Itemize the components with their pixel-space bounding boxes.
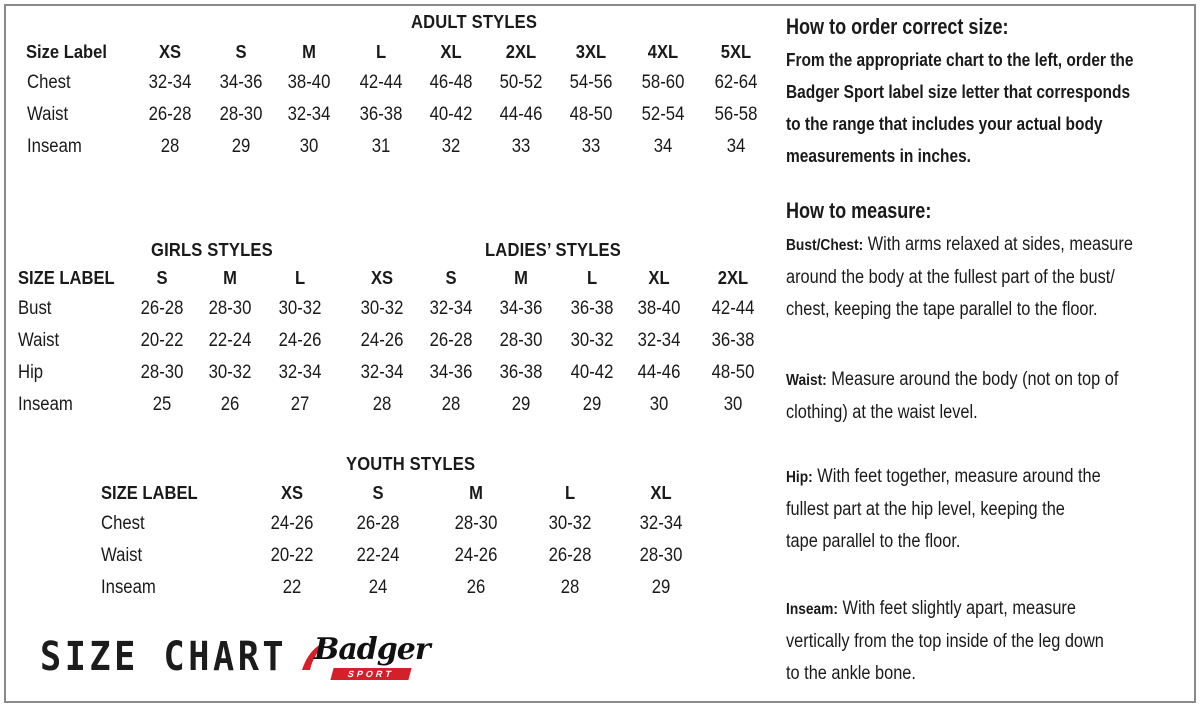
ladies-cell: 28-30	[499, 330, 543, 351]
girls-cell: 28-30	[140, 362, 184, 383]
ladies-cell: 42-44	[711, 298, 755, 319]
ladies-cell: 29	[511, 394, 531, 415]
hip-instructions	[786, 461, 1186, 558]
bust-text: With arms relaxed at sides, measure	[863, 234, 1133, 255]
ladies-cell: 30-32	[570, 330, 614, 351]
adult-size-header: M	[302, 42, 316, 62]
ladies-cell: 36-38	[499, 362, 543, 383]
adult-cell: 44-46	[499, 104, 543, 125]
adult-size-header: 2XL	[505, 42, 537, 62]
waist-line: clothing) at the waist level.	[786, 402, 978, 423]
adult-size-header: 5XL	[720, 42, 752, 62]
waist-text: Measure around the body (not on top of	[826, 369, 1119, 390]
badger-sport-tag: SPORT	[330, 668, 411, 680]
inseam-line: to the ankle bone.	[786, 663, 916, 684]
adult-cell: 31	[371, 136, 391, 157]
adult-cell: 33	[581, 136, 601, 157]
girls-cell: 26	[220, 394, 240, 415]
girls-row-label: Hip	[18, 362, 44, 383]
adult-size-header: XS	[158, 42, 182, 62]
ladies-cell: 36-38	[570, 298, 614, 319]
adult-cell: 48-50	[569, 104, 613, 125]
ladies-size-header: S	[445, 268, 457, 288]
adult-cell: 40-42	[429, 104, 473, 125]
adult-cell: 36-38	[359, 104, 403, 125]
adult-cell: 33	[511, 136, 531, 157]
ladies-cell: 28	[441, 394, 461, 415]
adult-size-header: S	[235, 42, 247, 62]
hip-line: fullest part at the hip level, keeping the	[786, 499, 1065, 520]
bust-line: around the body at the fullest part of the bust/	[786, 267, 1115, 288]
youth-cell: 20-22	[270, 545, 314, 566]
order-heading: How to order correct size:	[786, 14, 1009, 39]
ladies-size-header: M	[514, 268, 528, 288]
ladies-cell: 34-36	[499, 298, 543, 319]
hip-line	[786, 461, 1130, 494]
ladies-cell: 28	[372, 394, 392, 415]
adult-row-label: Inseam	[27, 136, 82, 157]
youth-row-label: Waist	[101, 545, 143, 566]
hip-term: Hip:	[786, 469, 813, 486]
ladies-cell: 36-38	[711, 330, 755, 351]
bust-line: chest, keeping the tape parallel to the floor.	[786, 299, 1098, 320]
youth-row-label: Chest	[101, 513, 145, 534]
girls-row-label: Bust	[18, 298, 52, 319]
order-instructions	[786, 44, 1190, 172]
youth-cell: 28	[560, 577, 580, 598]
ladies-cell: 38-40	[637, 298, 681, 319]
adult-cell: 42-44	[359, 72, 403, 93]
youth-size-header: M	[469, 483, 483, 503]
ladies-cell: 32-34	[429, 298, 473, 319]
youth-size-header: S	[372, 483, 384, 503]
badger-sport-logo	[298, 632, 430, 682]
youth-cell: 32-34	[639, 513, 683, 534]
inseam-line	[786, 593, 1130, 626]
girls-size-header: M	[223, 268, 237, 288]
youth-size-header: XS	[280, 483, 304, 503]
adult-size-label-header: Size Label	[26, 42, 107, 62]
ladies-styles-title: LADIES’ STYLES	[485, 240, 622, 260]
adult-cell: 29	[231, 136, 251, 157]
girls-cell: 28-30	[208, 298, 252, 319]
size-chart-title: SIZE CHART	[40, 634, 288, 680]
ladies-size-header: 2XL	[717, 268, 749, 288]
ladies-cell: 48-50	[711, 362, 755, 383]
hip-line: tape parallel to the floor.	[786, 531, 961, 552]
adult-cell: 38-40	[287, 72, 331, 93]
inseam-line: vertically from the top inside of the leg down	[786, 631, 1104, 652]
youth-cell: 22-24	[356, 545, 400, 566]
ladies-cell: 40-42	[570, 362, 614, 383]
ladies-cell: 44-46	[637, 362, 681, 383]
youth-size-header: XL	[650, 483, 672, 503]
adult-cell: 50-52	[499, 72, 543, 93]
ladies-size-header: XS	[370, 268, 394, 288]
adult-cell: 32	[441, 136, 461, 157]
girls-cell: 24-26	[278, 330, 322, 351]
adult-cell: 28-30	[219, 104, 263, 125]
waist-line	[786, 364, 1130, 397]
measure-heading: How to measure:	[786, 198, 932, 223]
waist-instructions	[786, 364, 1186, 429]
girls-cell: 26-28	[140, 298, 184, 319]
adult-cell: 34-36	[219, 72, 263, 93]
adult-cell: 34	[653, 136, 673, 157]
inseam-text: With feet slightly apart, measure	[838, 598, 1076, 619]
adult-cell: 46-48	[429, 72, 473, 93]
inseam-term: Inseam:	[786, 601, 839, 618]
ladies-cell: 30	[723, 394, 743, 415]
youth-cell: 26-28	[356, 513, 400, 534]
girls-styles-title: GIRLS STYLES	[151, 240, 273, 260]
ladies-size-header: L	[586, 268, 598, 288]
adult-cell: 32-34	[148, 72, 192, 93]
adult-cell: 62-64	[714, 72, 758, 93]
girls-cell: 27	[290, 394, 310, 415]
order-line: From the appropriate chart to the left, order the	[786, 50, 1134, 70]
youth-cell: 28-30	[639, 545, 683, 566]
girls-size-header: L	[294, 268, 306, 288]
youth-cell: 28-30	[454, 513, 498, 534]
girls-cell: 22-24	[208, 330, 252, 351]
youth-size-header: L	[564, 483, 576, 503]
girls-size-label-header: SIZE LABEL	[18, 268, 115, 288]
ladies-cell: 34-36	[429, 362, 473, 383]
girls-cell: 30-32	[208, 362, 252, 383]
ladies-cell: 24-26	[360, 330, 404, 351]
adult-row-label: Chest	[27, 72, 71, 93]
adult-cell: 56-58	[714, 104, 758, 125]
order-line: to the range that includes your actual body	[786, 114, 1103, 134]
youth-cell: 26-28	[548, 545, 592, 566]
bust-line	[786, 229, 1133, 262]
girls-cell: 32-34	[278, 362, 322, 383]
youth-row-label: Inseam	[101, 577, 156, 598]
adult-size-header: L	[375, 42, 387, 62]
adult-cell: 52-54	[641, 104, 685, 125]
adult-size-header: XL	[440, 42, 462, 62]
bust-term: Bust/Chest:	[786, 237, 864, 254]
ladies-cell: 32-34	[637, 330, 681, 351]
youth-styles-title: YOUTH STYLES	[346, 454, 476, 474]
girls-size-header: S	[156, 268, 168, 288]
youth-cell: 26	[466, 577, 486, 598]
ladies-size-header: XL	[648, 268, 670, 288]
adult-cell: 28	[160, 136, 180, 157]
youth-size-label-header: SIZE LABEL	[101, 483, 198, 503]
ladies-cell: 29	[582, 394, 602, 415]
youth-cell: 30-32	[548, 513, 592, 534]
adult-cell: 32-34	[287, 104, 331, 125]
adult-cell: 34	[726, 136, 746, 157]
ladies-cell: 32-34	[360, 362, 404, 383]
adult-size-header: 3XL	[575, 42, 607, 62]
adult-styles-title: ADULT STYLES	[411, 12, 538, 32]
youth-cell: 22	[282, 577, 302, 598]
ladies-cell: 26-28	[429, 330, 473, 351]
ladies-cell: 30-32	[360, 298, 404, 319]
adult-row-label: Waist	[27, 104, 69, 125]
girls-cell: 25	[152, 394, 172, 415]
adult-cell: 30	[299, 136, 319, 157]
hip-text: With feet together, measure around the	[812, 466, 1101, 487]
youth-cell: 29	[651, 577, 671, 598]
adult-cell: 26-28	[148, 104, 192, 125]
youth-cell: 24	[368, 577, 388, 598]
adult-cell: 58-60	[641, 72, 685, 93]
bust-instructions	[786, 229, 1186, 326]
girls-row-label: Inseam	[18, 394, 73, 415]
girls-cell: 20-22	[140, 330, 184, 351]
waist-term: Waist:	[786, 372, 827, 389]
order-line: measurements in inches.	[786, 146, 971, 166]
girls-cell: 30-32	[278, 298, 322, 319]
order-line: Badger Sport label size letter that corresponds	[786, 82, 1131, 102]
adult-size-header: 4XL	[647, 42, 679, 62]
youth-cell: 24-26	[454, 545, 498, 566]
girls-row-label: Waist	[18, 330, 60, 351]
ladies-cell: 30	[649, 394, 669, 415]
badger-wordmark: Badger	[314, 632, 430, 667]
youth-cell: 24-26	[270, 513, 314, 534]
inseam-instructions	[786, 593, 1186, 690]
adult-cell: 54-56	[569, 72, 613, 93]
